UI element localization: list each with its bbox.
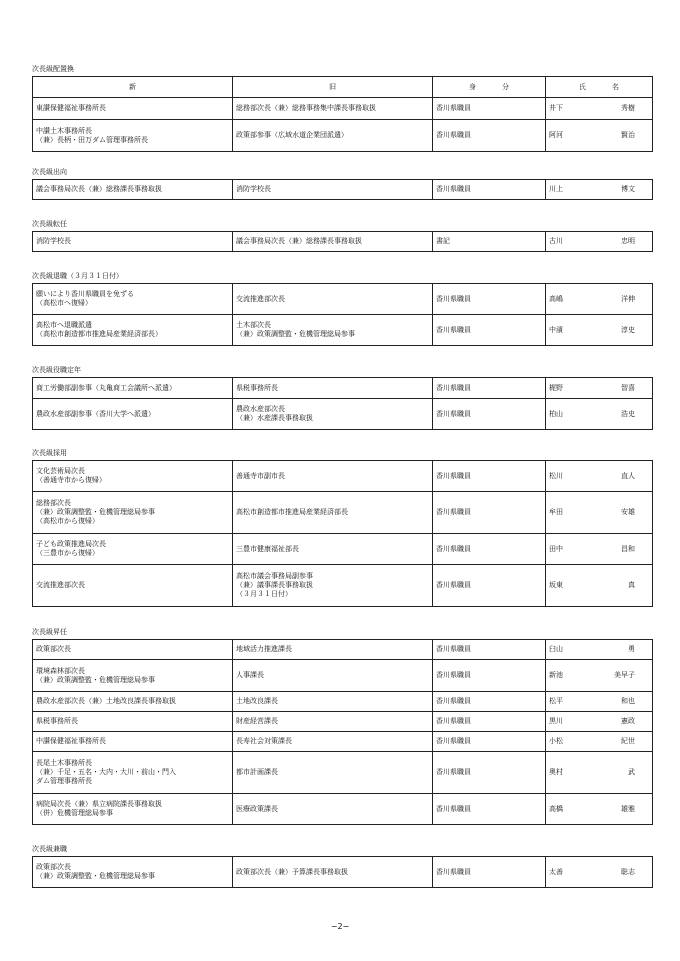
surname: 中濱 <box>549 325 563 334</box>
table-row <box>33 565 653 607</box>
cell-old-position: 土木部次長 （兼）政策調整監・危機管理総局参事 <box>233 315 433 346</box>
given-name: 安雄 <box>621 508 635 516</box>
given-name: 雄雅 <box>621 804 635 813</box>
cell-new-position: 文化芸術局次長 （善通寺市から復帰） <box>33 461 233 492</box>
cell-status: 香川県職員 <box>433 752 546 794</box>
cell-name <box>546 692 653 712</box>
given-name: 智喜 <box>621 383 635 392</box>
cell-name <box>546 120 653 152</box>
cell-old-position: 長寿社会対策課長 <box>233 732 433 752</box>
given-name: 勇 <box>628 645 635 653</box>
surname: 松平 <box>549 697 563 705</box>
cell-old-position: 財産経営課長 <box>233 712 433 732</box>
cell-new-position: 消防学校長 <box>33 232 233 252</box>
cell-status: 香川県職員 <box>433 640 546 660</box>
section-title: 次長級役職定年 <box>32 366 81 374</box>
surname: 奥村 <box>549 768 563 776</box>
header-old: 旧 <box>233 77 433 98</box>
cell-status: 香川県職員 <box>433 565 546 607</box>
cell-old-position: 政策部参事（広域水道企業団派遣） <box>233 120 433 152</box>
given-name: 聡志 <box>621 867 635 876</box>
section <box>32 272 652 346</box>
cell-status: 香川県職員 <box>433 461 546 492</box>
personnel-table <box>32 377 653 430</box>
cell-new-position: 願いにより香川県職員を免ずる （高松市へ復帰） <box>33 284 233 315</box>
given-name: 真 <box>628 581 635 589</box>
surname: 牟田 <box>549 508 563 516</box>
header-name <box>546 77 653 98</box>
cell-status: 香川県職員 <box>433 120 546 152</box>
cell-status: 香川県職員 <box>433 534 546 565</box>
cell-new-position: 商工労働部副参事（丸亀商工会議所へ派遣） <box>33 378 233 399</box>
surname: 川上 <box>549 185 563 193</box>
section-title: 次長級配置換 <box>32 65 74 73</box>
given-name: 和也 <box>621 697 635 705</box>
section-title: 次長級出向 <box>32 168 67 176</box>
table-row <box>33 732 653 752</box>
cell-old-position: 政策部次長（兼）予算課長事務取扱 <box>233 857 433 888</box>
cell-name <box>546 534 653 565</box>
surname: 田中 <box>549 544 563 553</box>
cell-status: 香川県職員 <box>433 857 546 888</box>
cell-name <box>546 565 653 607</box>
cell-status: 書記 <box>433 232 546 252</box>
given-name: 昌和 <box>621 544 635 553</box>
table-row <box>33 284 653 315</box>
cell-status: 香川県職員 <box>433 492 546 534</box>
cell-name <box>546 857 653 888</box>
cell-new-position: 病院局次長（兼）県立病院課長事務取扱 （併）危機管理総局参事 <box>33 794 233 825</box>
cell-old-position: 議会事務局次長（兼）総務課長事務取扱 <box>233 232 433 252</box>
surname: 黒川 <box>549 717 563 725</box>
cell-new-position: 高松市へ退職派遣 （高松市創造都市推進局産業経済部長） <box>33 315 233 346</box>
cell-old-position: 都市計画課長 <box>233 752 433 794</box>
given-name: 美早子 <box>614 671 635 679</box>
table-row <box>33 378 653 399</box>
table-row <box>33 692 653 712</box>
cell-new-position: 中讃保健福祉事務所長 <box>33 732 233 752</box>
cell-new-position: 中讃土木事務所長 （兼）長柄・田万ダム管理事務所長 <box>33 120 233 152</box>
given-name: 憲政 <box>621 717 635 725</box>
cell-status: 香川県職員 <box>433 660 546 692</box>
cell-old-position: 医療政策課長 <box>233 794 433 825</box>
surname: 高橋 <box>549 804 563 813</box>
header-name-a: 氏 <box>579 82 586 91</box>
cell-status: 香川県職員 <box>433 180 546 200</box>
cell-old-position: 総務部次長（兼）総務事務集中課長事務取扱 <box>233 98 433 120</box>
cell-status: 香川県職員 <box>433 794 546 825</box>
surname: 高嶋 <box>549 294 563 303</box>
page-number: −2− <box>330 922 350 931</box>
cell-status: 香川県職員 <box>433 692 546 712</box>
cell-name <box>546 461 653 492</box>
given-name: 武 <box>628 768 635 776</box>
cell-status: 香川県職員 <box>433 378 546 399</box>
table-row <box>33 794 653 825</box>
cell-name <box>546 660 653 692</box>
personnel-table <box>32 639 653 825</box>
section <box>32 366 652 430</box>
surname: 阿河 <box>549 131 563 139</box>
section-title: 次長級転任 <box>32 220 67 228</box>
given-name: 洋伸 <box>621 294 635 303</box>
cell-new-position: 農政水産部副参事（香川大学へ派遣） <box>33 399 233 430</box>
cell-new-position: 政策部次長 <box>33 640 233 660</box>
header-new: 新 <box>33 77 233 98</box>
table-row <box>33 640 653 660</box>
cell-old-position: 消防学校長 <box>233 180 433 200</box>
table-row <box>33 712 653 732</box>
table-row <box>33 752 653 794</box>
table-row <box>33 120 653 152</box>
cell-status: 香川県職員 <box>433 732 546 752</box>
cell-new-position: 環境森林部次長 （兼）政策調整監・危機管理総局参事 <box>33 660 233 692</box>
section <box>32 449 652 607</box>
cell-status: 香川県職員 <box>433 315 546 346</box>
cell-old-position: 農政水産部次長 （兼）水産課長事務取扱 <box>233 399 433 430</box>
personnel-table <box>32 231 653 252</box>
section <box>32 628 652 825</box>
cell-status: 香川県職員 <box>433 399 546 430</box>
header-status-a: 身 <box>469 82 476 91</box>
cell-name <box>546 180 653 200</box>
given-name: 淳史 <box>621 325 635 334</box>
surname: 臼山 <box>549 645 563 653</box>
table-row <box>33 534 653 565</box>
cell-old-position: 三豊市健康福祉部長 <box>233 534 433 565</box>
header-status-b: 分 <box>502 82 509 91</box>
personnel-table <box>32 76 653 152</box>
cell-name <box>546 492 653 534</box>
surname: 松川 <box>549 471 563 480</box>
cell-old-position: 県税事務所長 <box>233 378 433 399</box>
table-row <box>33 399 653 430</box>
cell-status: 香川県職員 <box>433 712 546 732</box>
table-row <box>33 180 653 200</box>
surname: 新池 <box>549 671 563 679</box>
section <box>32 220 652 252</box>
table-row <box>33 660 653 692</box>
personnel-table <box>32 856 653 888</box>
given-name: 賢治 <box>621 131 635 139</box>
surname: 梶野 <box>549 383 563 392</box>
section-title: 次長級退職（３月３１日付） <box>32 272 123 280</box>
section-title: 次長級兼職 <box>32 845 67 853</box>
table-header-row <box>33 77 653 98</box>
surname: 古川 <box>549 237 563 245</box>
table-row <box>33 492 653 534</box>
cell-name <box>546 640 653 660</box>
section <box>32 168 652 200</box>
table-row <box>33 857 653 888</box>
cell-old-position: 高松市議会事務局副参事 （兼）議事課長事務取扱 （３月３１日付） <box>233 565 433 607</box>
header-status <box>433 77 546 98</box>
surname: 太善 <box>549 867 563 876</box>
surname: 井下 <box>549 104 563 112</box>
given-name: 浩史 <box>621 409 635 418</box>
cell-status: 香川県職員 <box>433 98 546 120</box>
given-name: 紀世 <box>621 737 635 745</box>
surname: 坂東 <box>549 581 563 589</box>
cell-name <box>546 732 653 752</box>
cell-name <box>546 712 653 732</box>
cell-name <box>546 399 653 430</box>
cell-new-position: 政策部次長 （兼）政策調整監・危機管理総局参事 <box>33 857 233 888</box>
cell-new-position: 議会事務局次長（兼）総務課長事務取扱 <box>33 180 233 200</box>
cell-new-position: 長尾土木事務所長 （兼）千足・五名・大内・大川・前山・門入 ダム管理事務所長 <box>33 752 233 794</box>
cell-status: 香川県職員 <box>433 284 546 315</box>
cell-new-position: 交流推進部次長 <box>33 565 233 607</box>
given-name: 博文 <box>621 185 635 193</box>
cell-old-position: 交流推進部次長 <box>233 284 433 315</box>
surname: 小松 <box>549 737 563 745</box>
header-name-b: 名 <box>612 82 619 91</box>
cell-name <box>546 98 653 120</box>
section <box>32 65 652 152</box>
given-name: 秀樹 <box>621 104 635 112</box>
section <box>32 845 652 888</box>
cell-old-position: 土地改良課長 <box>233 692 433 712</box>
personnel-table <box>32 179 653 200</box>
personnel-table <box>32 460 653 607</box>
cell-name <box>546 752 653 794</box>
cell-new-position: 総務部次長 （兼）政策調整監・危機管理総局参事 （高松市から復帰） <box>33 492 233 534</box>
table-row <box>33 98 653 120</box>
personnel-table <box>32 283 653 346</box>
cell-name <box>546 232 653 252</box>
section-title: 次長級昇任 <box>32 628 67 636</box>
section-title: 次長級採用 <box>32 449 67 457</box>
cell-new-position: 子ども政策推進局次長 （三豊市から復帰） <box>33 534 233 565</box>
cell-name <box>546 315 653 346</box>
cell-new-position: 東讃保健福祉事務所長 <box>33 98 233 120</box>
table-row <box>33 315 653 346</box>
surname: 柏山 <box>549 409 563 418</box>
cell-new-position: 農政水産部次長（兼）土地改良課長事務取扱 <box>33 692 233 712</box>
cell-old-position: 地域活力推進課長 <box>233 640 433 660</box>
cell-name <box>546 378 653 399</box>
cell-old-position: 高松市創造都市推進局産業経済部長 <box>233 492 433 534</box>
given-name: 直人 <box>621 471 635 480</box>
table-row <box>33 232 653 252</box>
cell-name <box>546 794 653 825</box>
cell-new-position: 県税事務所長 <box>33 712 233 732</box>
table-row <box>33 461 653 492</box>
cell-old-position: 善通寺市副市長 <box>233 461 433 492</box>
cell-name <box>546 284 653 315</box>
cell-old-position: 人事課長 <box>233 660 433 692</box>
given-name: 忠明 <box>621 237 635 245</box>
